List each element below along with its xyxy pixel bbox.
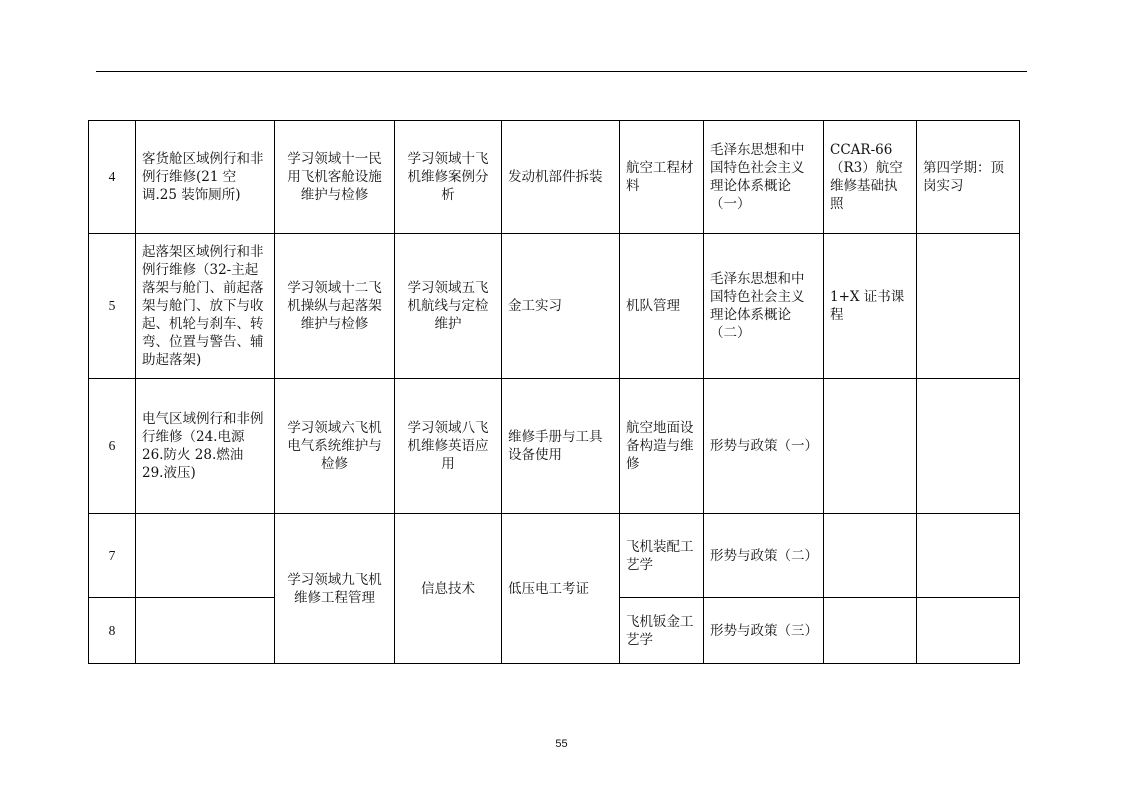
table-cell: 航空地面设备构造与维修 <box>620 379 704 514</box>
table-cell: 学习领域十二飞机操纵与起落架维护与检修 <box>275 234 395 379</box>
table-cell: 形势与政策（三） <box>704 598 824 664</box>
row-number: 6 <box>89 379 136 514</box>
table-cell: 毛泽东思想和中国特色社会主义理论体系概论（一） <box>704 121 824 234</box>
header-rule <box>96 71 1027 72</box>
row-number: 5 <box>89 234 136 379</box>
course-plan-table <box>88 120 1020 664</box>
table-cell <box>917 514 1020 598</box>
row-number: 4 <box>89 121 136 234</box>
table-cell: 飞机装配工艺学 <box>620 514 704 598</box>
row-number: 8 <box>89 598 136 664</box>
table-cell: 形势与政策（一） <box>704 379 824 514</box>
table-cell: 起落架区域例行和非例行维修（32-主起落架与舱门、前起落架与舱门、放下与收起、机轮与刹车、转弯、位置与警告、辅助起落架) <box>136 234 275 379</box>
table-row <box>89 379 1020 514</box>
table-cell: 毛泽东思想和中国特色社会主义理论体系概论（二） <box>704 234 824 379</box>
table-row <box>89 514 1020 598</box>
table-row <box>89 121 1020 234</box>
table-cell: 机队管理 <box>620 234 704 379</box>
table-cell: CCAR-66（R3）航空维修基础执照 <box>824 121 917 234</box>
table-cell: 学习领域十飞机维修案例分析 <box>395 121 502 234</box>
table-cell <box>917 598 1020 664</box>
table-cell <box>136 514 275 598</box>
table-cell: 第四学期：顶岗实习 <box>917 121 1020 234</box>
table-cell: 发动机部件拆装 <box>502 121 620 234</box>
table-cell: 形势与政策（二） <box>704 514 824 598</box>
table-cell: 维修手册与工具设备使用 <box>502 379 620 514</box>
table-cell: 客货舱区域例行和非例行维修(21 空调.25 装饰厕所) <box>136 121 275 234</box>
table-cell: 学习领域六飞机电气系统维护与检修 <box>275 379 395 514</box>
table-cell <box>136 598 275 664</box>
table-row <box>89 234 1020 379</box>
page-number: 55 <box>555 738 568 750</box>
table-cell <box>917 379 1020 514</box>
table-cell <box>824 379 917 514</box>
table-cell <box>917 234 1020 379</box>
merged-cell: 低压电工考证 <box>502 514 620 664</box>
table-cell: 航空工程材料 <box>620 121 704 234</box>
table-cell: 学习领域五飞机航线与定检维护 <box>395 234 502 379</box>
table-cell: 1+X 证书课程 <box>824 234 917 379</box>
row-number: 7 <box>89 514 136 598</box>
table-cell: 飞机钣金工艺学 <box>620 598 704 664</box>
table-cell: 学习领域十一民用飞机客舱设施维护与检修 <box>275 121 395 234</box>
table-cell <box>824 514 917 598</box>
merged-cell: 学习领域九飞机维修工程管理 <box>275 514 395 664</box>
table-cell: 电气区域例行和非例行维修（24.电源 26.防火 28.燃油 29.液压) <box>136 379 275 514</box>
table-cell: 金工实习 <box>502 234 620 379</box>
table-cell: 学习领域八飞机维修英语应用 <box>395 379 502 514</box>
merged-cell: 信息技术 <box>395 514 502 664</box>
table-cell <box>824 598 917 664</box>
